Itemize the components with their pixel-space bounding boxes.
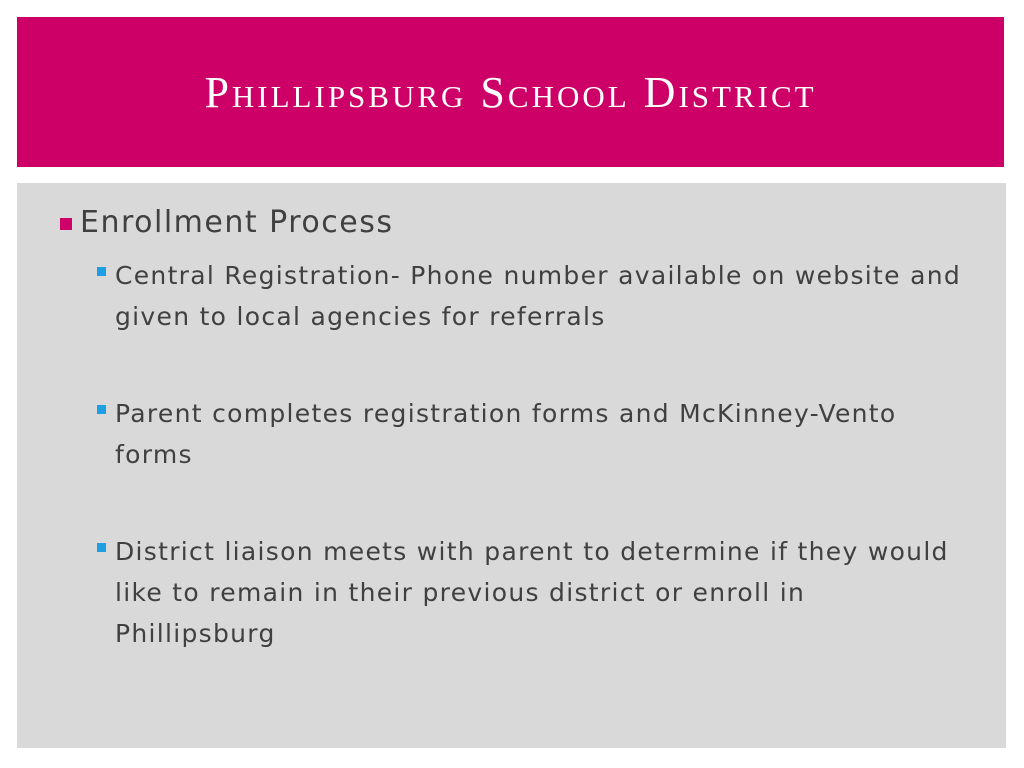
sub-bullet-text: Central Registration- Phone number available on website and given to local agencies for referrals [115, 261, 962, 331]
square-bullet-icon [97, 543, 106, 552]
square-bullet-icon [97, 267, 106, 276]
content-panel [17, 183, 1006, 748]
slide-title: Phillipsburg School District [204, 67, 817, 117]
sub-bullet-text: Parent completes registration forms and McKinney-Vento forms [115, 399, 897, 469]
sub-bullet-text: District liaison meets with parent to determine if they would like to remain in their previous district or enroll in Phillipsburg [115, 537, 949, 648]
title-bar [17, 17, 1004, 167]
sub-bullet-item [97, 255, 967, 337]
square-bullet-icon [97, 405, 106, 414]
sub-bullet-item [97, 531, 967, 654]
bullet-text: Enrollment Process [80, 205, 394, 240]
bullet-item [60, 203, 393, 243]
square-bullet-icon [60, 218, 72, 230]
sub-bullet-item [97, 393, 967, 475]
sub-bullet-list [97, 255, 967, 710]
